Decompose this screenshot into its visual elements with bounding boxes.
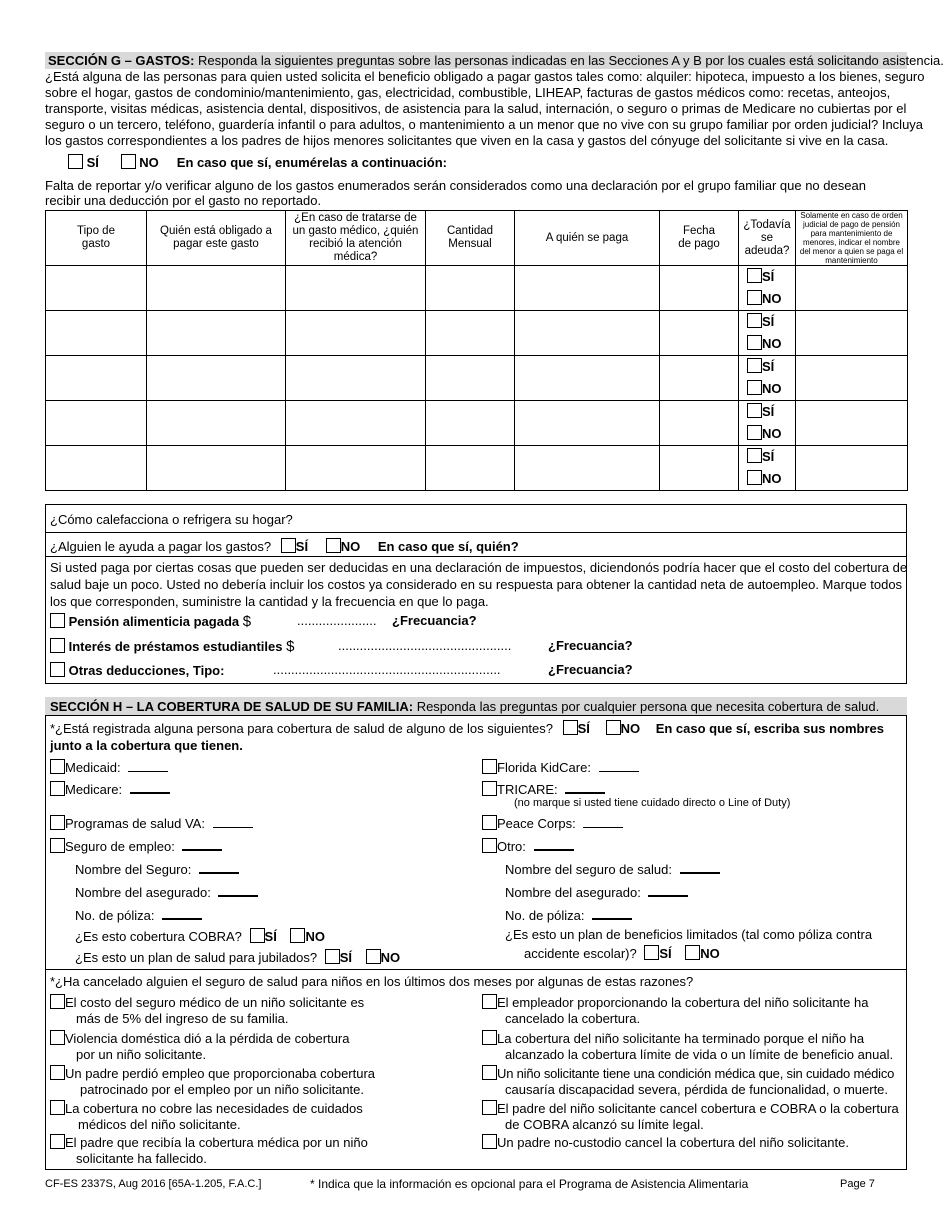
still-owed-yes-checkbox[interactable] <box>747 448 762 463</box>
monthly-amount-cell[interactable] <box>426 446 515 491</box>
who-pays-cell[interactable] <box>147 311 286 356</box>
limited-plan-label: accidente escolar)? <box>524 946 637 961</box>
insured-name-right-row <box>505 884 688 901</box>
reason-text: Un padre perdió empleo que proporcionaba cobertura <box>65 1066 376 1081</box>
reason-text: El padre del niño solicitante cancel cobertura e COBRA o la cobertura <box>497 1101 899 1116</box>
still-owed-cell <box>739 401 796 446</box>
cancel-question: *¿Ha cancelado alguien el seguro de salud para niños en los últimos dos meses por algunas de estas razones? <box>50 974 694 989</box>
reason-text: El empleador proporcionando la cobertura del niño solicitante ha <box>497 995 869 1010</box>
who-received-care-cell[interactable] <box>286 266 426 311</box>
student-loans-frequency: ¿Frecuancia? <box>548 638 633 653</box>
reason-text-2: causaría discapacidad severa, pérdida de funcionalidad, o muerte. <box>505 1082 889 1097</box>
kidcare-blank[interactable] <box>599 760 639 772</box>
insured-name-label: Nombre del asegurado: <box>505 885 641 900</box>
child-support-cell[interactable] <box>796 446 908 491</box>
section-g-no-checkbox[interactable] <box>121 154 136 169</box>
dollar-sign: $ <box>286 638 295 655</box>
tricare-note: (no marque si usted tiene cuidado directo o Line of Duty) <box>514 797 791 809</box>
question-line: transporte, visitas médicas, asistencia dental, dispositivos, de asistencia para la salud, internación, o seguro o primas de Medicare no cubiertas por el <box>45 101 907 116</box>
no-label: NO <box>139 155 159 170</box>
medicare-label: Medicare: <box>65 782 123 797</box>
deduction-line: Si usted paga por ciertas cosas que pueden ser deducidas en una declaración de impuestos, diciendonós podría hacer que el costo del cobertura de <box>50 560 908 575</box>
reason-checkbox[interactable] <box>50 1134 65 1149</box>
who-pays-cell[interactable] <box>147 446 286 491</box>
question-line: seguro o un tercero, teléfono, guardería infantil o para adultos, o mantenimiento a un menor que no vive con su grupo familiar por orden judicial? Incluya <box>45 117 924 132</box>
monthly-amount-cell[interactable] <box>426 266 515 311</box>
section-g-intro: Responda la siguientes preguntas sobre las personas indicadas en las Secciones A y B por los cuales está solicitando asistencia. <box>198 53 944 68</box>
section-g-yes-checkbox[interactable] <box>68 154 83 169</box>
yes-label: SÍ <box>762 359 775 374</box>
no-label: NO <box>700 946 720 961</box>
yes-label: SÍ <box>762 449 775 464</box>
paid-to-cell[interactable] <box>515 446 660 491</box>
insurer-name-row <box>75 861 239 878</box>
header-pay-date: Fecha de pago <box>660 211 739 266</box>
pay-date-cell[interactable] <box>660 266 739 311</box>
who-pays-cell[interactable] <box>147 266 286 311</box>
still-owed-yes-checkbox[interactable] <box>747 313 762 328</box>
limited-yes-checkbox[interactable] <box>644 945 659 960</box>
other-deductions-dots[interactable]: ............................................................... <box>273 662 501 677</box>
reason-right-2 <box>482 1030 893 1063</box>
heating-question: ¿Cómo calefacciona o refrigera su hogar? <box>50 512 293 527</box>
child-support-cell[interactable] <box>796 266 908 311</box>
kidcare-row <box>482 759 639 776</box>
reason-checkbox[interactable] <box>482 1134 497 1149</box>
limited-plan-row <box>524 945 720 962</box>
no-label: NO <box>762 381 782 396</box>
yes-label: SÍ <box>762 269 775 284</box>
still-owed-cell <box>739 266 796 311</box>
expenses-table <box>45 210 908 491</box>
reason-text-2: cancelado la cobertura. <box>505 1011 641 1026</box>
no-label: NO <box>762 426 782 441</box>
still-owed-no-checkbox[interactable] <box>747 470 762 485</box>
pay-date-cell[interactable] <box>660 356 739 401</box>
yes-label: SÍ <box>264 929 277 944</box>
reason-right-1 <box>482 994 868 1027</box>
kidcare-checkbox[interactable] <box>482 759 497 774</box>
question-line: los gastos correspondientes a los padres de hijos menores solicitantes que viven en la casa y gastos del cónyuge del solicitante si vive en la casa. <box>45 133 889 148</box>
health-insurer-name-blank[interactable] <box>680 861 720 874</box>
yes-label: SÍ <box>762 314 775 329</box>
reason-left-4 <box>50 1100 363 1133</box>
divider <box>45 969 907 970</box>
reason-right-3 <box>482 1065 894 1098</box>
no-label: NO <box>762 336 782 351</box>
limited-no-checkbox[interactable] <box>685 945 700 960</box>
who-received-care-cell[interactable] <box>286 311 426 356</box>
coverage-yes-checkbox[interactable] <box>563 720 578 735</box>
dollar-sign: $ <box>242 613 252 630</box>
retiree-yes-checkbox[interactable] <box>325 949 340 964</box>
reason-text: La cobertura no cobre las necesidades de cuidados <box>65 1101 363 1116</box>
table-row <box>46 446 908 491</box>
peace-corps-checkbox[interactable] <box>482 815 497 830</box>
still-owed-cell <box>739 356 796 401</box>
cobra-no-checkbox[interactable] <box>290 928 305 943</box>
still-owed-cell <box>739 311 796 356</box>
section-h-intro: Responda las preguntas por cualquier persona que necesita cobertura de salud. <box>416 699 880 714</box>
table-header-row <box>46 211 908 266</box>
reason-text-2: más de 5% del ingreso de su familia. <box>76 1011 289 1026</box>
retiree-row <box>75 949 400 966</box>
table-row <box>46 266 908 311</box>
still-owed-no-checkbox[interactable] <box>747 425 762 440</box>
yes-label: SÍ <box>659 946 672 961</box>
insured-name-blank[interactable] <box>648 884 688 897</box>
retiree-label: ¿Es esto un plan de salud para jubilados? <box>75 950 318 965</box>
va-row <box>50 815 253 832</box>
expense-type-cell[interactable] <box>46 311 147 356</box>
employer-row <box>50 838 222 855</box>
header-expense-type: Tipo de gasto <box>46 211 147 266</box>
retiree-no-checkbox[interactable] <box>366 949 381 964</box>
monthly-amount-cell[interactable] <box>426 401 515 446</box>
reason-text: La cobertura del niño solicitante ha terminado porque el niño ha <box>497 1031 865 1046</box>
no-label: NO <box>305 929 325 944</box>
other-deductions-label: Otras deducciones, Tipo: <box>68 663 225 678</box>
alimony-label: Pensión alimenticia pagada <box>68 614 240 629</box>
health-insurer-name-row <box>505 861 720 878</box>
peace-corps-label: Peace Corps: <box>497 816 576 831</box>
no-label: NO <box>340 539 361 554</box>
section-g-title: SECCIÓN G – GASTOS: <box>48 53 195 68</box>
kidcare-label: Florida KidCare: <box>497 760 591 775</box>
medicaid-label: Medicaid: <box>65 760 121 775</box>
help-pay-who: En caso que sí, quién? <box>377 539 519 554</box>
coverage-question: *¿Está registrada alguna persona para cobertura de salud de alguno de los siguientes? <box>50 721 554 736</box>
question-line: sobre el hogar, gastos de condominio/mantenimiento, gas, electricidad, combustible, LIHEAP, facturas de gastos médicos como: recetas, anteojos, <box>45 85 891 100</box>
no-label: NO <box>380 950 401 965</box>
no-label: NO <box>620 721 641 736</box>
reason-checkbox[interactable] <box>482 1100 497 1115</box>
insurer-name-blank[interactable] <box>199 861 239 874</box>
other-deductions-frequency: ¿Frecuancia? <box>548 662 633 677</box>
still-owed-no-checkbox[interactable] <box>747 335 762 350</box>
reason-checkbox[interactable] <box>50 1065 65 1080</box>
table-row <box>46 311 908 356</box>
section-g-question <box>45 69 925 149</box>
reason-right-5 <box>482 1134 849 1151</box>
who-received-care-cell[interactable] <box>286 356 426 401</box>
pay-date-cell[interactable] <box>660 401 739 446</box>
help-pay-no-checkbox[interactable] <box>326 538 341 553</box>
section-h-header <box>50 699 879 715</box>
footer-note: * Indica que la información es opcional para el Programa de Asistencia Alimentaria <box>310 1177 749 1191</box>
expense-type-cell[interactable] <box>46 446 147 491</box>
medicaid-row <box>50 759 168 776</box>
student-loans-label: Interés de préstamos estudiantiles <box>68 639 283 654</box>
reason-checkbox[interactable] <box>482 1030 497 1045</box>
section-g-yes-no-row <box>68 154 447 171</box>
reason-text: Un padre no-custodio cancel la cobertura del niño solicitante. <box>497 1135 849 1150</box>
help-pay-row <box>50 538 519 555</box>
reason-text-2: patrocinado por el empleo por un niño solicitante. <box>80 1082 365 1097</box>
policy-no-blank[interactable] <box>162 907 202 920</box>
pay-date-cell[interactable] <box>660 311 739 356</box>
reason-left-5 <box>50 1134 368 1167</box>
reason-text: El padre que recibía la cobertura médica por un niño <box>65 1135 368 1150</box>
student-loans-amount-dots[interactable]: ................................................ <box>338 638 512 653</box>
yes-label: SÍ <box>86 155 99 170</box>
insured-name-blank[interactable] <box>218 884 258 897</box>
medicare-row <box>50 781 170 798</box>
student-loans-row <box>50 638 294 655</box>
child-support-cell[interactable] <box>796 401 908 446</box>
reason-left-3 <box>50 1065 375 1098</box>
reason-text: El costo del seguro médico de un niño solicitante es <box>65 995 365 1010</box>
paid-to-cell[interactable] <box>515 401 660 446</box>
other-deductions-row <box>50 662 224 679</box>
still-owed-yes-checkbox[interactable] <box>747 268 762 283</box>
cobra-row <box>75 928 325 945</box>
names-prompt: En caso que sí, escriba sus nombres <box>655 721 884 736</box>
yes-label: SÍ <box>762 404 775 419</box>
other-coverage-blank[interactable] <box>534 838 574 851</box>
insured-name-label: Nombre del asegurado: <box>75 885 211 900</box>
other-deductions-checkbox[interactable] <box>50 662 65 677</box>
alimony-row <box>50 613 251 630</box>
medicare-checkbox[interactable] <box>50 781 65 796</box>
tricare-blank[interactable] <box>565 781 605 794</box>
section-h-title: SECCIÓN H – LA COBERTURA DE SALUD DE SU FAMILIA: <box>50 699 414 714</box>
reason-right-4 <box>482 1100 899 1133</box>
question-line: ¿Está alguna de las personas para quien usted solicita el beneficio obligado a pagar gastos tales como: alquiler: hipoteca, impuesto a los bienes, seguro <box>45 69 925 84</box>
medicaid-blank[interactable] <box>128 760 168 772</box>
policy-no-label: No. de póliza: <box>75 908 155 923</box>
pay-date-cell[interactable] <box>660 446 739 491</box>
monthly-amount-cell[interactable] <box>426 311 515 356</box>
expense-type-cell[interactable] <box>46 401 147 446</box>
deduction-line: los que corresponden, suministre la cantidad y la frecuencia en que lo paga. <box>50 594 489 609</box>
divider <box>45 556 907 557</box>
medicare-blank[interactable] <box>130 781 170 794</box>
reason-text-2: por un niño solicitante. <box>76 1047 207 1062</box>
student-loans-checkbox[interactable] <box>50 638 65 653</box>
reason-left-1 <box>50 994 364 1027</box>
deduction-line: salud baje un poco. Usted no debería incluir los costos ya considerado en su respuesta para obtener la cantidad neta de autoempleo. Marque todos <box>50 577 903 592</box>
who-pays-cell[interactable] <box>147 401 286 446</box>
limited-plan-line-1: ¿Es esto un plan de beneficios limitados (tal como póliza contra <box>505 927 873 942</box>
table-row <box>46 356 908 401</box>
list-prompt: En caso que sí, enumérelas a continuación: <box>176 155 447 170</box>
coverage-question-row <box>50 720 884 737</box>
reason-checkbox[interactable] <box>50 994 65 1009</box>
header-child-support: Solamente en caso de orden judicial de pago de pensión para mantenimiento de menores, indicar el nombre del menor a quien se paga el mantenimiento <box>796 211 908 266</box>
peace-corps-blank[interactable] <box>583 816 623 828</box>
reason-checkbox[interactable] <box>482 1065 497 1080</box>
policy-no-label: No. de póliza: <box>505 908 585 923</box>
tricare-checkbox[interactable] <box>482 781 497 796</box>
header-paid-to: A quién se paga <box>515 211 660 266</box>
page-number: Page 7 <box>840 1178 875 1190</box>
section-g-warning <box>45 178 866 209</box>
header-monthly-amount: Cantidad Mensual <box>426 211 515 266</box>
still-owed-no-checkbox[interactable] <box>747 380 762 395</box>
va-checkbox[interactable] <box>50 815 65 830</box>
header-who-received-care: ¿En caso de tratarse de un gasto médico, ¿quién recibió la atención médica? <box>286 211 426 266</box>
child-support-cell[interactable] <box>796 311 908 356</box>
no-label: NO <box>762 471 782 486</box>
no-label: NO <box>762 291 782 306</box>
peace-corps-row <box>482 815 623 832</box>
employer-label: Seguro de empleo: <box>65 839 175 854</box>
reason-checkbox[interactable] <box>50 1100 65 1115</box>
reason-checkbox[interactable] <box>482 994 497 1009</box>
alimony-checkbox[interactable] <box>50 613 65 628</box>
other-coverage-label: Otro: <box>497 839 526 854</box>
reason-text-2: solicitante ha fallecido. <box>76 1151 207 1166</box>
other-coverage-row <box>482 838 574 855</box>
child-support-cell[interactable] <box>796 356 908 401</box>
still-owed-yes-checkbox[interactable] <box>747 403 762 418</box>
health-insurer-name-label: Nombre del seguro de salud: <box>505 862 672 877</box>
paid-to-cell[interactable] <box>515 311 660 356</box>
who-received-care-cell[interactable] <box>286 401 426 446</box>
yes-label: SÍ <box>577 721 590 736</box>
reason-text-2: de COBRA alcanzó su límite legal. <box>505 1117 704 1132</box>
still-owed-no-checkbox[interactable] <box>747 290 762 305</box>
reason-text-2: médicos del niño solicitante. <box>78 1117 241 1132</box>
warning-line: recibir una deducción por el gasto no reportado. <box>45 193 322 208</box>
reason-left-2 <box>50 1030 350 1063</box>
va-blank[interactable] <box>213 816 253 828</box>
insured-name-row <box>75 884 258 901</box>
section-g-header <box>48 53 944 69</box>
still-owed-cell <box>739 446 796 491</box>
coverage-no-checkbox[interactable] <box>606 720 621 735</box>
who-pays-cell[interactable] <box>147 356 286 401</box>
reason-text: Un niño solicitante tiene una condición médica que, sin cuidado médico <box>497 1066 895 1081</box>
table-row <box>46 401 908 446</box>
insurer-name-label: Nombre del Seguro: <box>75 862 192 877</box>
policy-no-blank[interactable] <box>592 907 632 920</box>
employer-checkbox[interactable] <box>50 838 65 853</box>
expense-type-cell[interactable] <box>46 266 147 311</box>
alimony-frequency: ¿Frecuancia? <box>392 613 477 628</box>
deduction-explanation <box>50 559 907 610</box>
va-label: Programas de salud VA: <box>65 816 205 831</box>
paid-to-cell[interactable] <box>515 266 660 311</box>
reason-text: Violencia doméstica dió a la pérdida de cobertura <box>65 1031 350 1046</box>
policy-no-row <box>75 907 202 924</box>
medicaid-checkbox[interactable] <box>50 759 65 774</box>
employer-blank[interactable] <box>182 838 222 851</box>
help-pay-yes-checkbox[interactable] <box>281 538 296 553</box>
divider <box>45 532 907 533</box>
yes-label: SÍ <box>339 950 353 965</box>
expense-type-cell[interactable] <box>46 356 147 401</box>
other-coverage-checkbox[interactable] <box>482 838 497 853</box>
policy-no-right-row <box>505 907 632 924</box>
names-prompt-2: junto a la cobertura que tienen. <box>50 738 243 753</box>
reason-checkbox[interactable] <box>50 1030 65 1045</box>
yes-label: SÍ <box>295 539 309 554</box>
header-still-owed: ¿Todavía se adeuda? <box>739 211 796 266</box>
monthly-amount-cell[interactable] <box>426 356 515 401</box>
cobra-label: ¿Es esto cobertura COBRA? <box>75 929 242 944</box>
form-id: CF-ES 2337S, Aug 2016 [65A-1.205, F.A.C.] <box>45 1178 262 1190</box>
still-owed-yes-checkbox[interactable] <box>747 358 762 373</box>
alimony-amount-dots[interactable]: ...................... <box>297 613 377 628</box>
help-pay-question: ¿Alguien le ayuda a pagar los gastos? <box>50 539 272 554</box>
paid-to-cell[interactable] <box>515 356 660 401</box>
header-who-pays: Quién está obligado a pagar este gasto <box>147 211 286 266</box>
reason-text-2: alcanzado la cobertura límite de vida o un límite de beneficio anual. <box>505 1047 894 1062</box>
warning-line: Falta de reportar y/o verificar alguno de los gastos enumerados serán considerados como una declaración por el grupo familiar que no desean <box>45 178 866 193</box>
who-received-care-cell[interactable] <box>286 446 426 491</box>
cobra-yes-checkbox[interactable] <box>250 928 265 943</box>
tricare-label: TRICARE: <box>497 782 558 797</box>
